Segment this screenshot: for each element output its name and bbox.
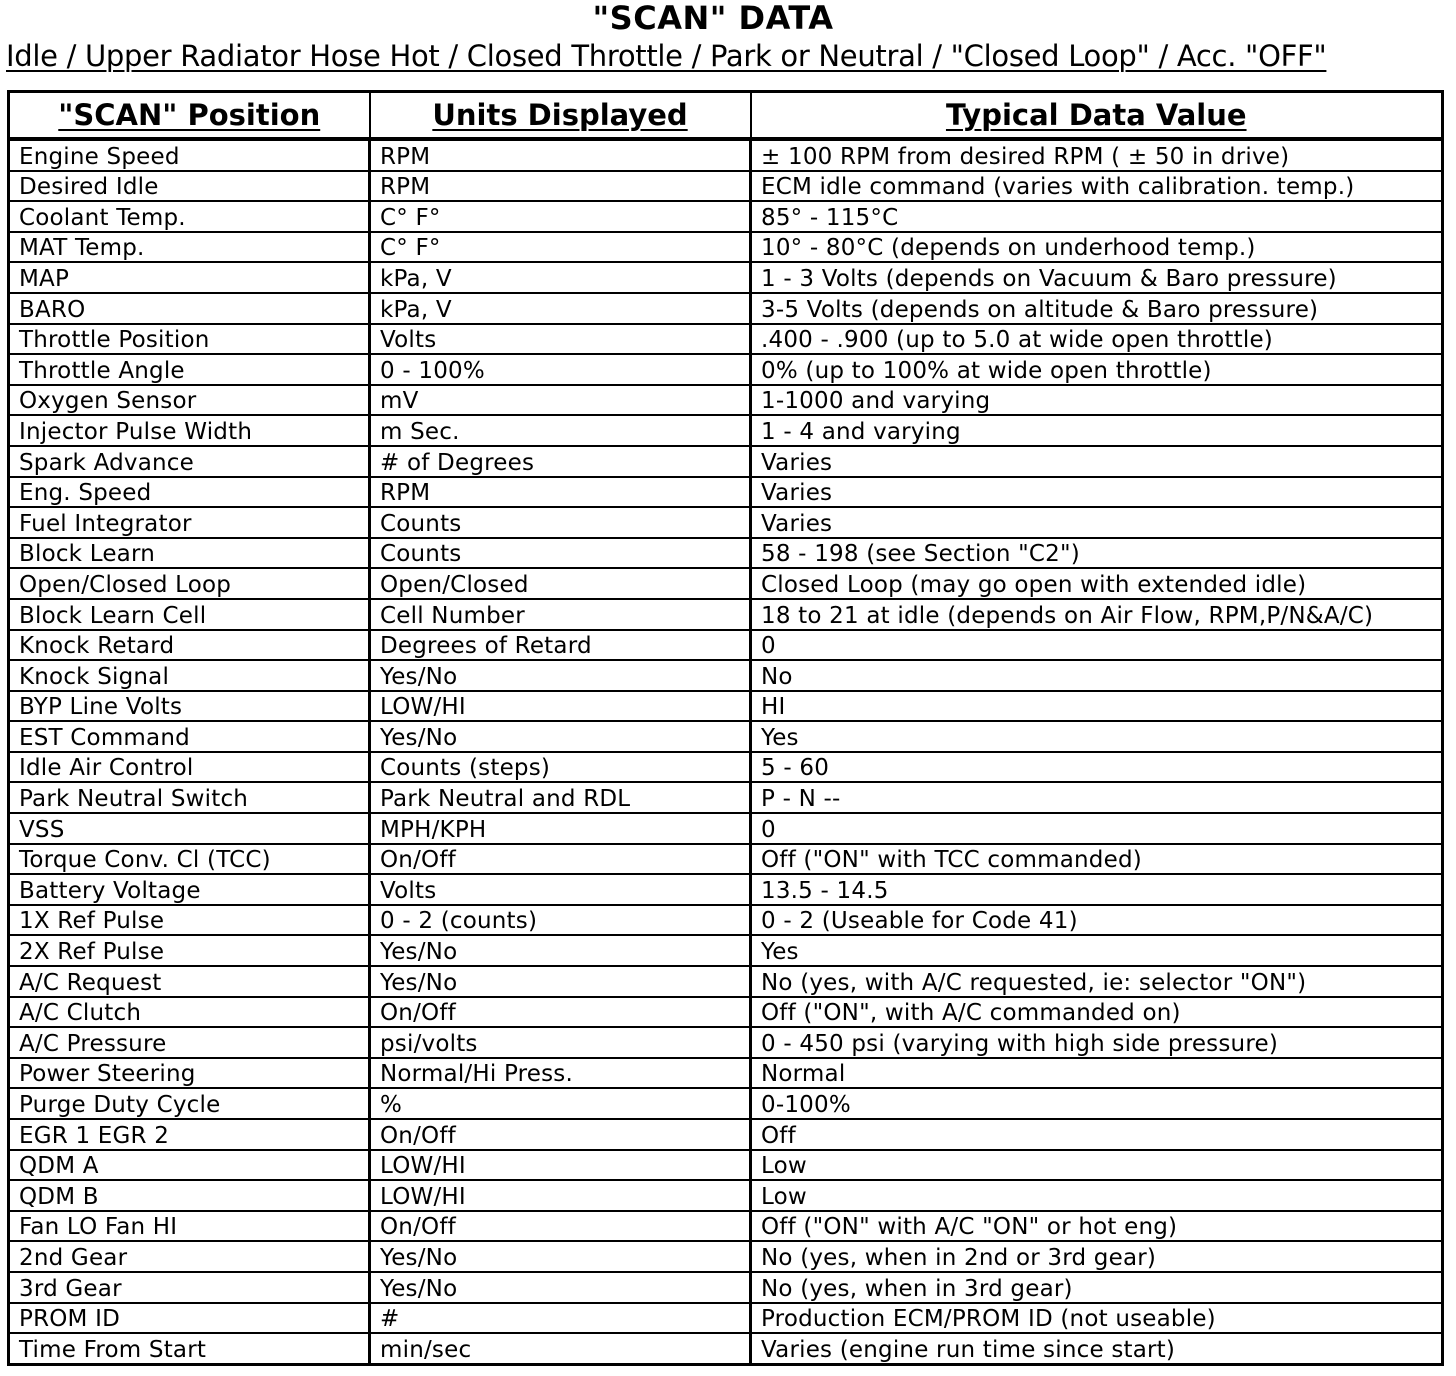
table-row	[9, 1088, 1443, 1119]
table-row	[9, 935, 1443, 966]
cell-position: BARO	[9, 293, 370, 324]
cell-units: Yes/No	[370, 1272, 751, 1303]
cell-typical: No (yes, when in 2nd or 3rd gear)	[751, 1241, 1443, 1272]
cell-units: m Sec.	[370, 415, 751, 446]
cell-position: Throttle Angle	[9, 354, 370, 385]
cell-position: QDM A	[9, 1150, 370, 1181]
table-row	[9, 354, 1443, 385]
cell-units: Yes/No	[370, 660, 751, 691]
cell-units: On/Off	[370, 1119, 751, 1150]
cell-units: psi/volts	[370, 1027, 751, 1058]
table-row	[9, 1241, 1443, 1272]
cell-position: Block Learn	[9, 538, 370, 569]
cell-typical: 1 - 3 Volts (depends on Vacuum & Baro pressure)	[751, 262, 1443, 293]
table-row	[9, 538, 1443, 569]
table-row	[9, 139, 1443, 171]
table-row	[9, 1150, 1443, 1181]
cell-position: Oxygen Sensor	[9, 385, 370, 416]
table-body	[9, 139, 1443, 1364]
cell-position: Knock Retard	[9, 630, 370, 661]
cell-typical: 0	[751, 630, 1443, 661]
cell-units: Yes/No	[370, 935, 751, 966]
table-row	[9, 844, 1443, 875]
cell-position: MAT Temp.	[9, 232, 370, 263]
cell-position: Engine Speed	[9, 139, 370, 171]
cell-typical: ± 100 RPM from desired RPM ( ± 50 in drive)	[751, 139, 1443, 171]
cell-position: Eng. Speed	[9, 477, 370, 508]
cell-typical: Off ("ON" with A/C "ON" or hot eng)	[751, 1211, 1443, 1242]
table-row	[9, 171, 1443, 202]
cell-position: Purge Duty Cycle	[9, 1088, 370, 1119]
cell-typical: P - N --	[751, 782, 1443, 813]
cell-position: Desired Idle	[9, 171, 370, 202]
cell-position: Torque Conv. Cl (TCC)	[9, 844, 370, 875]
cell-typical: 0 - 450 psi (varying with high side pressure)	[751, 1027, 1443, 1058]
table-header-row	[9, 92, 1443, 140]
cell-position: A/C Clutch	[9, 997, 370, 1028]
table-row	[9, 477, 1443, 508]
page-title: "SCAN" DATA	[592, 0, 834, 37]
cell-typical: Closed Loop (may go open with extended idle)	[751, 568, 1443, 599]
cell-position: Spark Advance	[9, 446, 370, 477]
cell-position: Park Neutral Switch	[9, 782, 370, 813]
cell-typical: 0	[751, 813, 1443, 844]
cell-typical: 0% (up to 100% at wide open throttle)	[751, 354, 1443, 385]
cell-units: RPM	[370, 139, 751, 171]
scan-data-table	[7, 90, 1444, 1366]
table-row	[9, 568, 1443, 599]
cell-typical: Low	[751, 1150, 1443, 1181]
cell-position: Fuel Integrator	[9, 507, 370, 538]
cell-units: Park Neutral and RDL	[370, 782, 751, 813]
cell-position: 3rd Gear	[9, 1272, 370, 1303]
header-typical-data-value-label: Typical Data Value	[945, 98, 1247, 132]
cell-units: kPa, V	[370, 262, 751, 293]
cell-units: Open/Closed	[370, 568, 751, 599]
cell-typical: 1-1000 and varying	[751, 385, 1443, 416]
cell-typical: 3-5 Volts (depends on altitude & Baro pressure)	[751, 293, 1443, 324]
table-row	[9, 660, 1443, 691]
cell-typical: 0 - 2 (Useable for Code 41)	[751, 905, 1443, 936]
table-row	[9, 1119, 1443, 1150]
table-row	[9, 415, 1443, 446]
cell-typical: 18 to 21 at idle (depends on Air Flow, RPM,P/N&A/C)	[751, 599, 1443, 630]
cell-units: On/Off	[370, 1211, 751, 1242]
table-row	[9, 446, 1443, 477]
table-row	[9, 874, 1443, 905]
table-row	[9, 813, 1443, 844]
cell-units: mV	[370, 385, 751, 416]
table-row	[9, 905, 1443, 936]
cell-units: Normal/Hi Press.	[370, 1058, 751, 1089]
cell-typical: Varies	[751, 507, 1443, 538]
cell-typical: Off	[751, 1119, 1443, 1150]
table-row	[9, 599, 1443, 630]
cell-typical: 0-100%	[751, 1088, 1443, 1119]
cell-position: Idle Air Control	[9, 752, 370, 783]
cell-typical: Off ("ON", with A/C commanded on)	[751, 997, 1443, 1028]
cell-units: #	[370, 1303, 751, 1334]
cell-position: A/C Request	[9, 966, 370, 997]
header-units-displayed-label: Units Displayed	[432, 98, 688, 132]
cell-units: 0 - 100%	[370, 354, 751, 385]
table-row	[9, 1058, 1443, 1089]
table-row	[9, 1303, 1443, 1334]
header-scan-position	[9, 92, 370, 140]
cell-units: MPH/KPH	[370, 813, 751, 844]
cell-position: A/C Pressure	[9, 1027, 370, 1058]
cell-units: Degrees of Retard	[370, 630, 751, 661]
cell-units: Cell Number	[370, 599, 751, 630]
table-row	[9, 232, 1443, 263]
cell-position: Injector Pulse Width	[9, 415, 370, 446]
cell-units: Counts	[370, 538, 751, 569]
cell-typical: 5 - 60	[751, 752, 1443, 783]
cell-typical: HI	[751, 691, 1443, 722]
cell-position: QDM B	[9, 1180, 370, 1211]
cell-typical: Yes	[751, 935, 1443, 966]
table-row	[9, 201, 1443, 232]
cell-units: Volts	[370, 874, 751, 905]
cell-position: 2X Ref Pulse	[9, 935, 370, 966]
cell-typical: Varies (engine run time since start)	[751, 1333, 1443, 1364]
cell-units: Yes/No	[370, 721, 751, 752]
page-subtitle: Idle / Upper Radiator Hose Hot / Closed Throttle / Park or Neutral / "Closed Loop" / Acc. "OFF"	[6, 39, 1327, 73]
cell-position: Time From Start	[9, 1333, 370, 1364]
cell-position: Open/Closed Loop	[9, 568, 370, 599]
cell-typical: No (yes, when in 3rd gear)	[751, 1272, 1443, 1303]
cell-typical: 10° - 80°C (depends on underhood temp.)	[751, 232, 1443, 263]
table-row	[9, 385, 1443, 416]
table-row	[9, 630, 1443, 661]
cell-position: EST Command	[9, 721, 370, 752]
table-row	[9, 721, 1443, 752]
table-row	[9, 966, 1443, 997]
cell-position: Block Learn Cell	[9, 599, 370, 630]
cell-position: Battery Voltage	[9, 874, 370, 905]
cell-units: RPM	[370, 477, 751, 508]
cell-units: C° F°	[370, 232, 751, 263]
cell-units: Counts (steps)	[370, 752, 751, 783]
table-row	[9, 1272, 1443, 1303]
cell-position: Power Steering	[9, 1058, 370, 1089]
header-units-displayed	[370, 92, 751, 140]
table-row	[9, 324, 1443, 355]
cell-typical: No (yes, with A/C requested, ie: selector "ON")	[751, 966, 1443, 997]
cell-units: LOW/HI	[370, 1180, 751, 1211]
cell-position: 1X Ref Pulse	[9, 905, 370, 936]
cell-units: 0 - 2 (counts)	[370, 905, 751, 936]
header-typical-data-value	[751, 92, 1443, 140]
cell-position: EGR 1 EGR 2	[9, 1119, 370, 1150]
cell-units: On/Off	[370, 844, 751, 875]
table-row	[9, 1333, 1443, 1364]
cell-units: # of Degrees	[370, 446, 751, 477]
table-row	[9, 691, 1443, 722]
cell-units: Volts	[370, 324, 751, 355]
cell-typical: ECM idle command (varies with calibration. temp.)	[751, 171, 1443, 202]
cell-position: Fan LO Fan HI	[9, 1211, 370, 1242]
table-row	[9, 262, 1443, 293]
cell-units: kPa, V	[370, 293, 751, 324]
table-row	[9, 293, 1443, 324]
cell-position: MAP	[9, 262, 370, 293]
cell-units: Counts	[370, 507, 751, 538]
cell-units: C° F°	[370, 201, 751, 232]
table-row	[9, 782, 1443, 813]
cell-units: LOW/HI	[370, 1150, 751, 1181]
cell-units: %	[370, 1088, 751, 1119]
cell-typical: Normal	[751, 1058, 1443, 1089]
cell-typical: 58 - 198 (see Section "C2")	[751, 538, 1443, 569]
cell-units: min/sec	[370, 1333, 751, 1364]
cell-typical: Yes	[751, 721, 1443, 752]
cell-position: Knock Signal	[9, 660, 370, 691]
table-row	[9, 1211, 1443, 1242]
cell-typical: 1 - 4 and varying	[751, 415, 1443, 446]
cell-position: PROM ID	[9, 1303, 370, 1334]
cell-position: Coolant Temp.	[9, 201, 370, 232]
cell-typical: Off ("ON" with TCC commanded)	[751, 844, 1443, 875]
cell-typical: Low	[751, 1180, 1443, 1211]
cell-typical: Production ECM/PROM ID (not useable)	[751, 1303, 1443, 1334]
table-row	[9, 1180, 1443, 1211]
cell-units: LOW/HI	[370, 691, 751, 722]
cell-position: Throttle Position	[9, 324, 370, 355]
table-row	[9, 1027, 1443, 1058]
table-row	[9, 752, 1443, 783]
cell-position: VSS	[9, 813, 370, 844]
cell-units: Yes/No	[370, 1241, 751, 1272]
cell-typical: Varies	[751, 446, 1443, 477]
cell-typical: Varies	[751, 477, 1443, 508]
cell-typical: 13.5 - 14.5	[751, 874, 1443, 905]
cell-typical: 85° - 115°C	[751, 201, 1443, 232]
table-row	[9, 997, 1443, 1028]
table-row	[9, 507, 1443, 538]
cell-units: Yes/No	[370, 966, 751, 997]
cell-typical: .400 - .900 (up to 5.0 at wide open throttle)	[751, 324, 1443, 355]
cell-position: 2nd Gear	[9, 1241, 370, 1272]
cell-units: RPM	[370, 171, 751, 202]
cell-units: On/Off	[370, 997, 751, 1028]
header-scan-position-label: "SCAN" Position	[58, 98, 321, 132]
cell-typical: No	[751, 660, 1443, 691]
cell-position: BYP Line Volts	[9, 691, 370, 722]
